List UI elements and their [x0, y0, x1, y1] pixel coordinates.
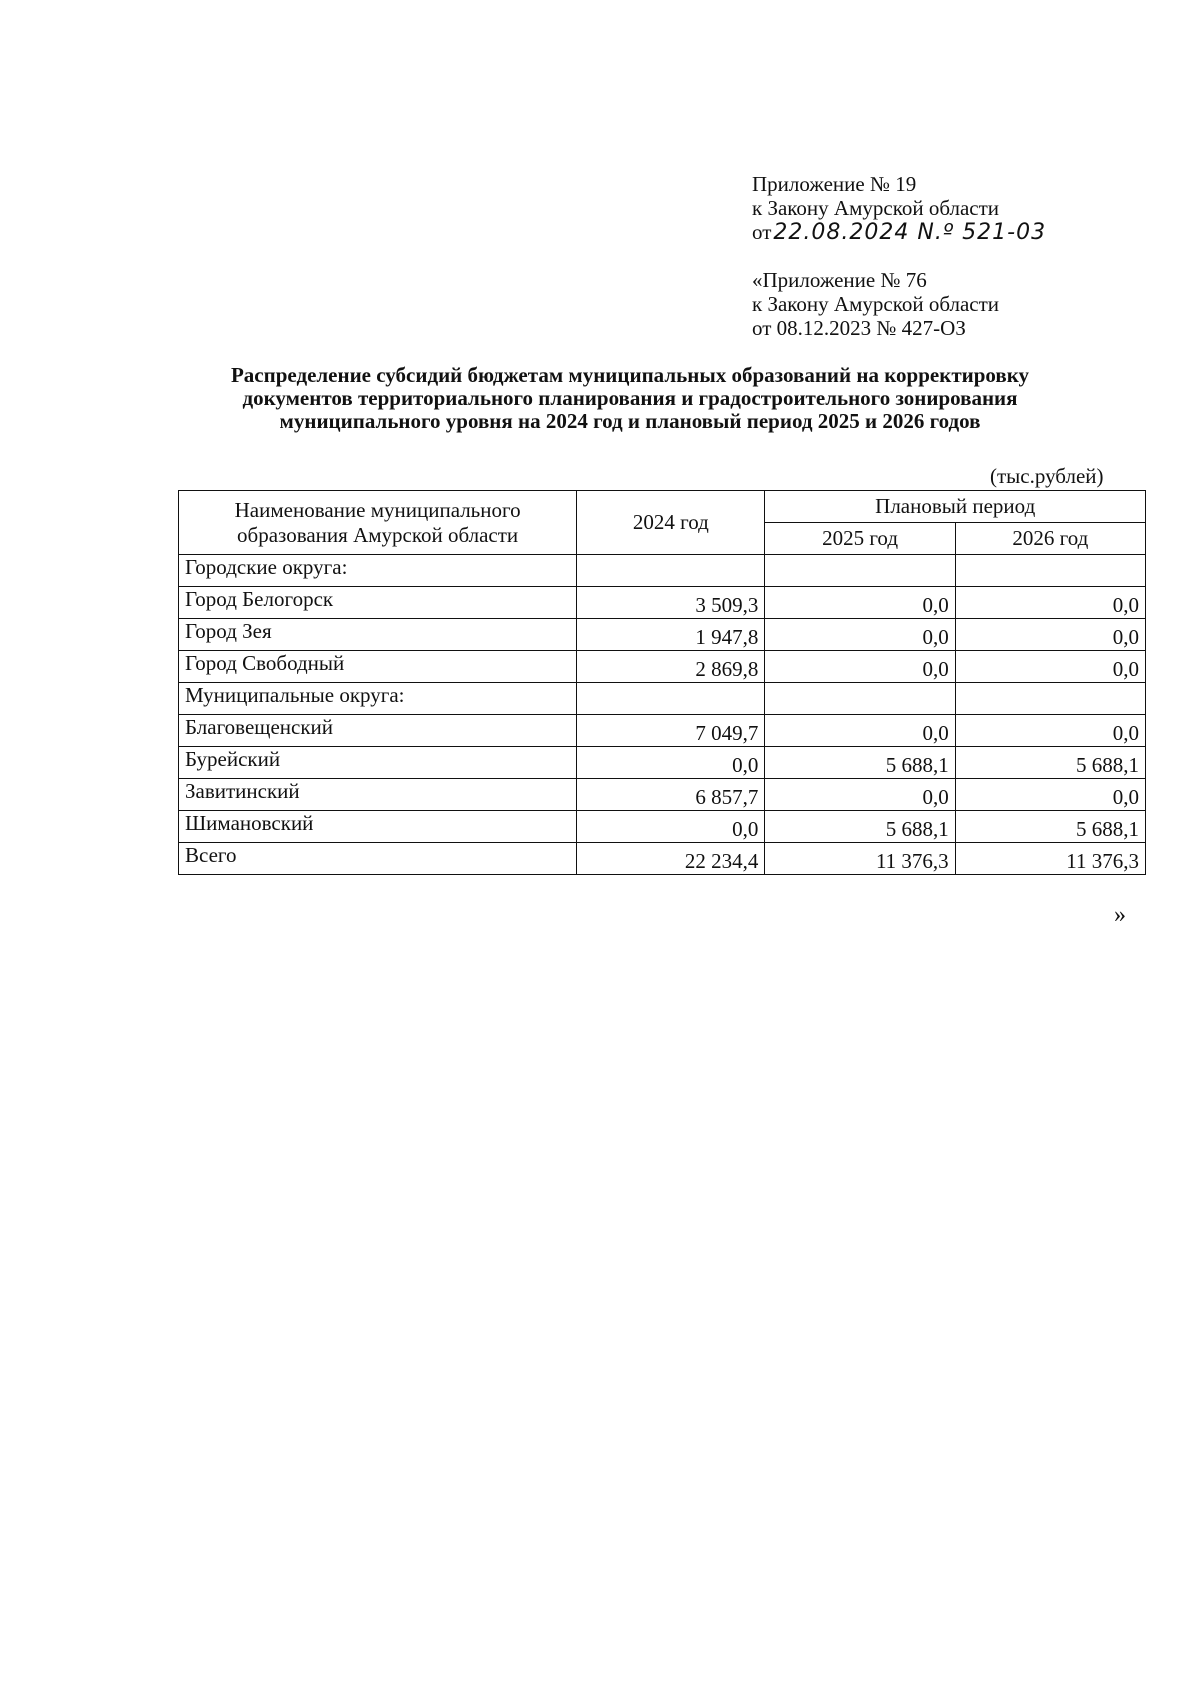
- title-line-3: муниципального уровня на 2024 год и плановый период 2025 и 2026 годов: [279, 409, 981, 433]
- table-row: [179, 619, 1146, 651]
- subsidy-table: [178, 490, 1146, 875]
- header-2024: 2024 год: [577, 491, 765, 555]
- cell-2024: 0,0: [577, 747, 765, 779]
- attachment-number: Приложение № 19: [752, 172, 917, 196]
- cell-name: Город Зея: [179, 619, 577, 651]
- table-row: [179, 715, 1146, 747]
- cell-name: Город Белогорск: [179, 587, 577, 619]
- original-attachment-date: от 08.12.2023 № 427-ОЗ: [752, 316, 966, 340]
- header-2025: 2025 год: [765, 523, 955, 555]
- cell-2026: 0,0: [955, 715, 1145, 747]
- cell-2024: [577, 683, 765, 715]
- cell-2026: [955, 683, 1145, 715]
- cell-2025: 0,0: [765, 779, 955, 811]
- cell-2025: [765, 555, 955, 587]
- cell-2026: 0,0: [955, 651, 1145, 683]
- total-row: [179, 843, 1146, 875]
- cell-name: Городские округа:: [179, 555, 577, 587]
- cell-2026: 5 688,1: [955, 747, 1145, 779]
- document-title: [150, 364, 1110, 433]
- cell-2024: 0,0: [577, 811, 765, 843]
- original-attachment-law: к Закону Амурской области: [752, 292, 1000, 316]
- header-name: Наименование муниципального образования Амурской области: [179, 491, 577, 555]
- attachment-date-prefix: от: [752, 220, 772, 244]
- cell-2024: 22 234,4: [577, 843, 765, 875]
- cell-2025: [765, 683, 955, 715]
- cell-2025: 0,0: [765, 619, 955, 651]
- cell-name: Бурейский: [179, 747, 577, 779]
- cell-2024: 1 947,8: [577, 619, 765, 651]
- cell-name: Завитинский: [179, 779, 577, 811]
- cell-2026: 0,0: [955, 779, 1145, 811]
- cell-2024: 3 509,3: [577, 587, 765, 619]
- cell-2026: 5 688,1: [955, 811, 1145, 843]
- cell-2026: [955, 555, 1145, 587]
- attachment-law: к Закону Амурской области: [752, 196, 1000, 220]
- closing-quote: »: [1114, 902, 1126, 928]
- cell-2025: 5 688,1: [765, 811, 955, 843]
- cell-2025: 5 688,1: [765, 747, 955, 779]
- cell-2024: 7 049,7: [577, 715, 765, 747]
- cell-2025: 0,0: [765, 715, 955, 747]
- cell-2024: [577, 555, 765, 587]
- cell-name: Шимановский: [179, 811, 577, 843]
- group-header-row: [179, 683, 1146, 715]
- attachment-date: [752, 220, 1046, 245]
- cell-2025: 0,0: [765, 587, 955, 619]
- table-row: [179, 811, 1146, 843]
- original-attachment-number: «Приложение № 76: [752, 268, 927, 292]
- units-label: (тыс.рублей): [990, 464, 1104, 488]
- cell-name: Муниципальные округа:: [179, 683, 577, 715]
- header-2026: 2026 год: [955, 523, 1145, 555]
- table-row: [179, 587, 1146, 619]
- cell-name: Благовещенский: [179, 715, 577, 747]
- cell-name: Город Свободный: [179, 651, 577, 683]
- cell-2026: 0,0: [955, 587, 1145, 619]
- table-row: [179, 651, 1146, 683]
- cell-2025: 0,0: [765, 651, 955, 683]
- cell-2026: 0,0: [955, 619, 1145, 651]
- original-attachment-block: [752, 268, 999, 340]
- group-header-row: [179, 555, 1146, 587]
- attachment-block: [752, 172, 1046, 245]
- cell-2024: 2 869,8: [577, 651, 765, 683]
- cell-2026: 11 376,3: [955, 843, 1145, 875]
- table-row: [179, 779, 1146, 811]
- table-row: [179, 747, 1146, 779]
- cell-2025: 11 376,3: [765, 843, 955, 875]
- header-planned-period: Плановый период: [765, 491, 1146, 523]
- cell-name: Всего: [179, 843, 577, 875]
- cell-2024: 6 857,7: [577, 779, 765, 811]
- title-line-1: Распределение субсидий бюджетам муниципальных образований на корректировку: [230, 363, 1030, 387]
- title-line-2: документов территориального планирования и градостроительного зонирования: [242, 386, 1018, 410]
- handwritten-date-number: 22.08.2024 N.º 521-03: [773, 220, 1047, 245]
